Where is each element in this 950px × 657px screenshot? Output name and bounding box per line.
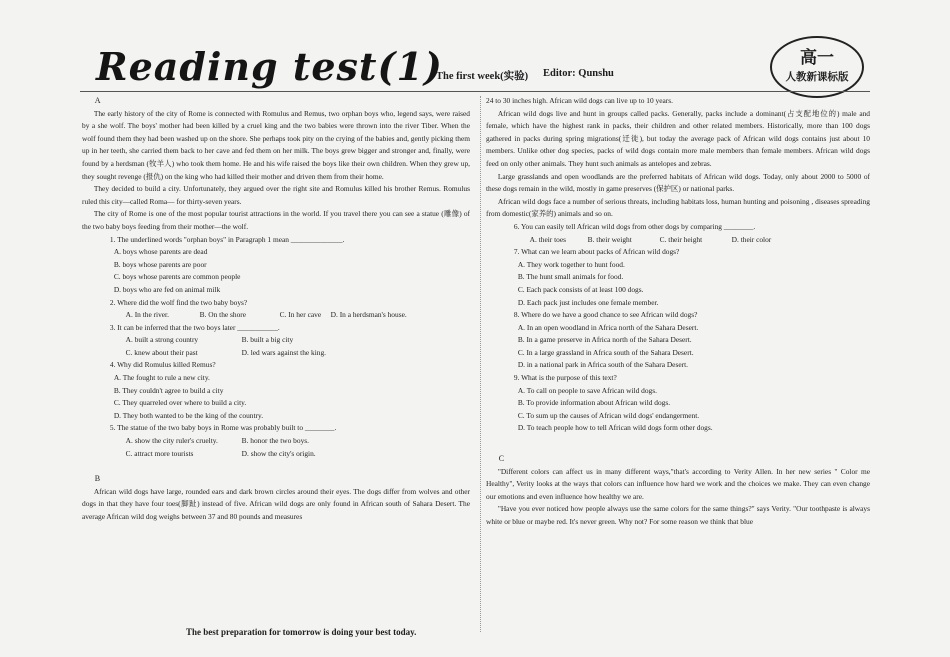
answer-option: B. To provide information about African wild dogs. [517, 398, 671, 408]
answer-option: A. In the river. [125, 310, 169, 320]
answer-option: B. On the shore [199, 310, 247, 320]
editor-label: Editor: Qunshu [543, 68, 614, 79]
answer-option-row [486, 234, 870, 247]
section-c-heading: C [498, 454, 505, 464]
answer-option-row [82, 435, 470, 448]
question-stem: 9. What is the purpose of this text? [513, 373, 617, 383]
answer-option: A. boys whose parents are dead [113, 247, 208, 257]
answer-option-row [82, 448, 470, 461]
answer-option: B. The hunt small animals for food. [517, 272, 624, 282]
section-b-paragraph: 24 to 30 inches high. African wild dogs can live up to 10 years. [486, 96, 673, 105]
answer-option: C. To sum up the causes of African wild dogs' endangerment. [517, 410, 700, 420]
answer-option: A. built a strong country [125, 335, 199, 345]
section-a-paragraph: The early history of the city of Rome is connected with Romulus and Remus, two orphan boys who, legend says, were raised by a she wolf. The boys' mother had been killed by a cruel king and the two babies were thrown into the river Tiber. When the wolf found them they had been washed up on the shore. She perhaps took pity on the crying of the babies and, gently picking them up in her teeth, she carried them back to her cave and fed them on her milk. The boys grew bigger and stronger and, finally, were found by a herdsman (牧羊人) who took them home. He and his wife raised the boys like their own children. When they grew up, they sought revenge (报仇) on the king who had killed their mother and driven them from their home. [82, 108, 470, 181]
section-b-paragraph: African wild dogs live and hunt in groups called packs. Generally, packs include a dominant(占支配地位的) male and female, which have the highest rank in packs, their children and other related members. Historically, more than 100 dogs gathered in packs during spring migrations(迁徙), but today the average pack of African wild dogs contains just about 10 members. Unlike other dog species, packs of wild dogs contain more male members than female members. African wild dogs feed on only other animals. They hunt such animals as antelopes and zebras. [486, 108, 870, 168]
answer-option: C. their height [659, 234, 703, 244]
answer-option: B. their weight [587, 234, 632, 244]
answer-option-row [82, 334, 470, 347]
answer-option: B. In a game preserve in Africa north of the Sahara Desert. [517, 335, 692, 345]
answer-option: D. Each pack just includes one female member. [517, 297, 659, 307]
answer-option: D. They both wanted to be the king of the country. [113, 410, 264, 420]
answer-option: D. their color [731, 234, 772, 244]
section-a-paragraph: They decided to build a city. Unfortunately, they argued over the right site and Romulus killed his brother Remus. Romulus ruled this city—called Roma— for thirty-seven years. [82, 184, 470, 206]
section-b-paragraph: African wild dogs face a number of serious threats, including habitats loss, human hunting and poisoning , diseases spreading from domestic(家养的) animals and so on. [486, 196, 870, 219]
question-stem: 5. The statue of the two baby boys in Rome was probably built to ________. [109, 423, 337, 433]
answer-option: A. To call on people to save African wild dogs. [517, 385, 657, 395]
column-divider [480, 96, 482, 632]
answer-option-row [82, 309, 470, 322]
answer-option: D. led wars against the king. [241, 347, 327, 357]
answer-option: A. In an open woodland in Africa north of the Sahara Desert. [517, 322, 699, 332]
page-title: Reading test(1) [96, 44, 443, 89]
answer-option: D. in a national park in Africa south of the Sahara Desert. [517, 360, 688, 370]
answer-option: A. show the city ruler's cruelty. [125, 436, 218, 446]
seal-grade-text: 高一 [800, 48, 834, 68]
answer-option: A. The fought to rule a new city. [113, 373, 210, 383]
question-stem: 4. Why did Romulus killed Remus? [109, 360, 216, 370]
left-column [82, 95, 470, 524]
section-c-paragraph: "Different colors can affect us in many different ways,"that's according to Verity Allen. In her new series " Color me Healthy", Verity looks at the ways that colors can influence how hard we work and the choices we make. They can even change our emotions and even influence how healthy we are. [486, 466, 870, 501]
section-a-paragraph: The city of Rome is one of the most popular tourist attractions in the world. If you travel there you can see a statue (雕像) of the two baby boys feeding from their mother—the wolf. [82, 209, 470, 231]
section-a-heading: A [94, 96, 101, 105]
seal-edition-text: 人教新课标版 [785, 71, 849, 83]
question-stem: 8. Where do we have a good chance to see African wild dogs? [513, 310, 698, 320]
answer-option: A. their toes [529, 234, 566, 244]
answer-option: A. They work together to hunt food. [517, 259, 625, 269]
section-c-paragraph: "Have you ever noticed how people always use the same colors for the same things?" says Verity. "Our toothpaste is always white or blue or maybe red. It's never green. Why not? For some reason we think that blue [486, 504, 870, 526]
footer-motto: The best preparation for tomorrow is doing your best today. [186, 627, 417, 637]
answer-option: C. boys whose parents are common people [113, 272, 241, 282]
question-stem: 3. It can be inferred that the two boys later ___________. [109, 322, 280, 332]
section-b-paragraph: Large grasslands and open woodlands are the preferred habitats of African wild dogs. Today, only about 2000 to 5000 of these dogs remain in the wild, mostly in game preserves (保护区) or national parks. [486, 171, 870, 194]
answer-option: D. To teach people how to tell African wild dogs form other dogs. [517, 423, 713, 433]
answer-option: C. In a large grassland in Africa south of the Sahara Desert. [517, 347, 694, 357]
answer-option: C. They quarreled over where to build a city. [113, 398, 247, 408]
answer-option: C. In her cave [279, 310, 322, 320]
answer-option-row [82, 347, 470, 360]
answer-option: B. boys whose parents are poor [113, 259, 207, 269]
answer-option: D. In a herdsman's house. [330, 310, 407, 320]
right-column [486, 95, 870, 529]
question-stem: 1. The underlined words "orphan boys" in Paragraph 1 mean ______________. [109, 234, 345, 244]
answer-option: D. show the city's origin. [241, 448, 316, 458]
answer-option: C. knew about their past [125, 347, 198, 357]
header-divider [80, 91, 870, 92]
section-b-paragraph: African wild dogs have large, rounded ears and dark brown circles around their eyes. The dogs differ from wolves and other dogs in that they have four toes(脚趾) instead of five. African wild dogs are only found in African south of Sahara Desert. The average African wild dog weighs between 37 and 80 pounds and measures [82, 486, 470, 521]
section-b-heading: B [94, 474, 101, 484]
answer-option: D. boys who are fed on animal milk [113, 284, 221, 294]
answer-option: C. Each pack consists of at least 100 dogs. [517, 284, 644, 294]
question-stem: 2. Where did the wolf find the two baby boys? [109, 297, 248, 307]
question-stem: 7. What can we learn about packs of African wild dogs? [513, 247, 680, 257]
answer-option: B. They couldn't agree to build a city [113, 385, 224, 395]
question-stem: 6. You can easily tell African wild dogs from other dogs by comparing ________. [513, 221, 756, 231]
week-label: The first week(实验) [436, 71, 529, 82]
answer-option: C. attract more tourists [125, 448, 194, 458]
grade-seal [770, 36, 864, 98]
answer-option: B. built a big city [241, 335, 294, 345]
answer-option: B. honor the two boys. [241, 436, 309, 446]
